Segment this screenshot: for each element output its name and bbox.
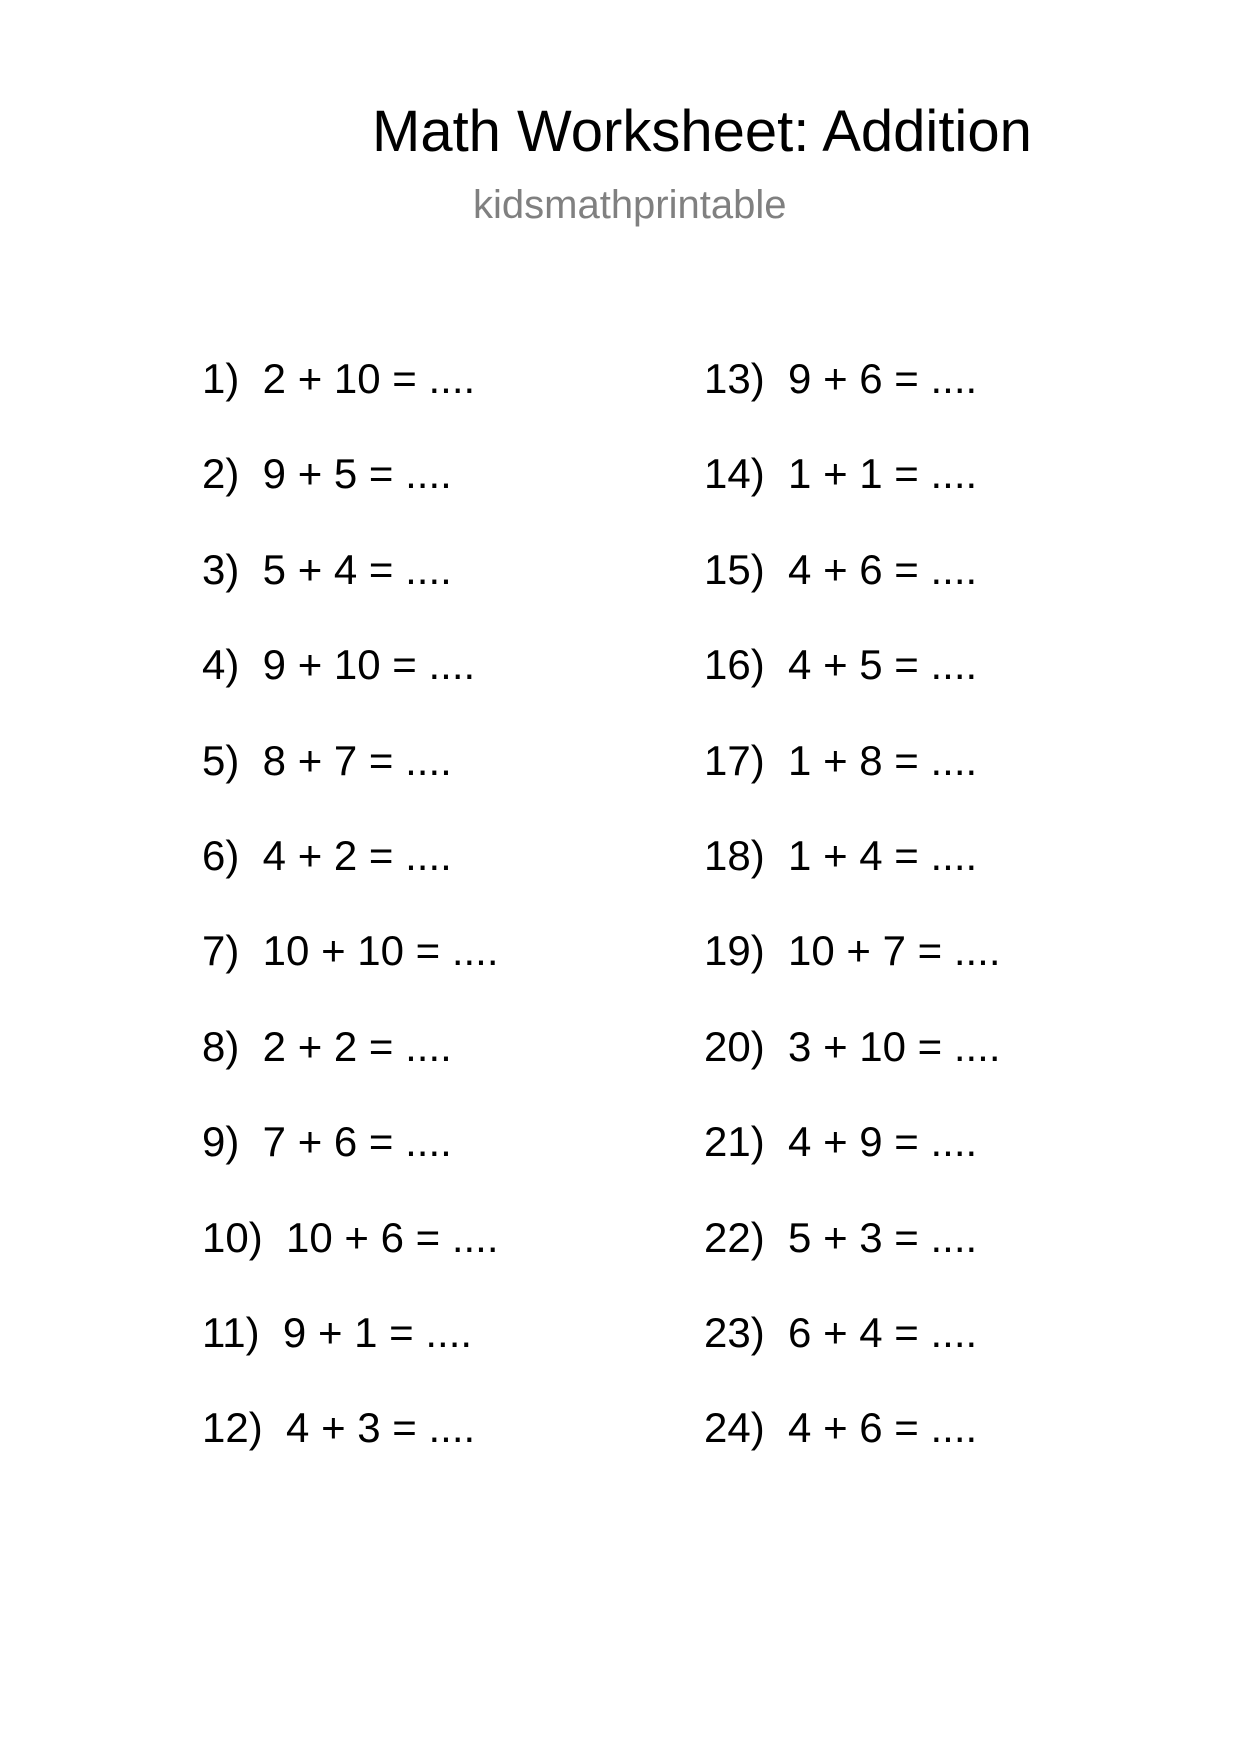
problem-item: 2) 9 + 5 = .... xyxy=(202,450,452,498)
problem-item: 1) 2 + 10 = .... xyxy=(202,355,476,402)
problem-item: 22) 5 + 3 = .... xyxy=(704,1213,978,1261)
problem-item: 17) 1 + 8 = .... xyxy=(704,736,978,784)
problem-item: 11) 9 + 1 = .... xyxy=(202,1308,473,1356)
problem-item: 13) 9 + 6 = .... xyxy=(704,355,978,402)
problem-item: 5) 8 + 7 = .... xyxy=(202,736,452,784)
problem-item: 12) 4 + 3 = .... xyxy=(202,1404,476,1452)
problem-item: 4) 9 + 10 = .... xyxy=(202,641,476,689)
problems-column-right xyxy=(704,354,1001,1499)
problem-item: 24) 4 + 6 = .... xyxy=(704,1404,978,1452)
problem-item: 9) 7 + 6 = .... xyxy=(202,1118,452,1166)
problem-item: 10) 10 + 6 = .... xyxy=(202,1213,499,1261)
problem-item: 14) 1 + 1 = .... xyxy=(704,450,978,498)
problem-item: 8) 2 + 2 = .... xyxy=(202,1022,452,1070)
problem-item: 19) 10 + 7 = .... xyxy=(704,927,1001,975)
problem-item: 20) 3 + 10 = .... xyxy=(704,1022,1001,1070)
problem-item: 23) 6 + 4 = .... xyxy=(704,1308,978,1356)
worksheet-subtitle: kidsmathprintable xyxy=(473,183,787,227)
problems-column-left xyxy=(202,354,499,1499)
problem-item: 7) 10 + 10 = .... xyxy=(202,927,499,975)
problem-item: 18) 1 + 4 = .... xyxy=(704,831,978,879)
problem-item: 21) 4 + 9 = .... xyxy=(704,1118,978,1166)
worksheet-title: Math Worksheet: Addition xyxy=(372,99,1032,164)
problem-item: 6) 4 + 2 = .... xyxy=(202,831,452,879)
problem-item: 15) 4 + 6 = .... xyxy=(704,545,978,593)
problem-item: 3) 5 + 4 = .... xyxy=(202,545,452,593)
problem-item: 16) 4 + 5 = .... xyxy=(704,641,978,689)
